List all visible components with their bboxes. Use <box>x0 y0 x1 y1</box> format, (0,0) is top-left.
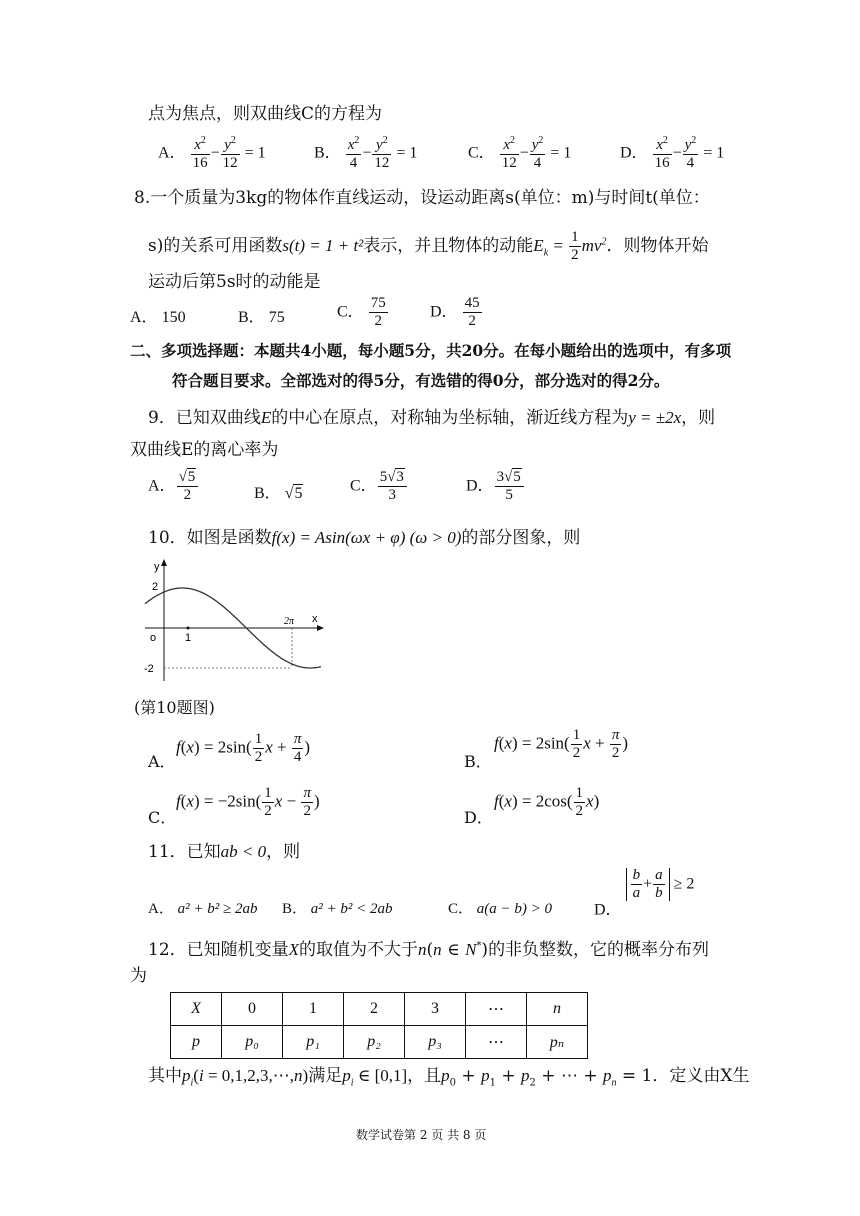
q10-option-b-label: B． <box>464 752 492 771</box>
q8-option-b: B． 75 <box>238 309 285 326</box>
table-cell: p <box>171 1026 222 1059</box>
table-cell: p₃ <box>405 1026 466 1059</box>
q10-line: 10．如图是函数f(x) = Asin(ωx + φ) (ω > 0)的部分图象，则 <box>148 528 581 548</box>
q8-option-a: A． 150 <box>130 309 186 326</box>
q11-option-b: B． a² + b² < 2ab <box>282 901 393 917</box>
table-cell: ⋯ <box>466 993 527 1026</box>
q8-option-d: D． $\frac{45}{2}$ <box>430 295 480 329</box>
q9-option-c: C． $\frac{5√3}{3}$ <box>350 470 408 503</box>
q10-option-c: f(x) = −2sin( $\frac{1}{2}$ x − $\frac{\pi}{2}$ ) <box>176 785 320 819</box>
q11-option-d: D． $\frac{b}{a}$ + $\frac{a}{b}$ ≥ 2 <box>594 867 695 919</box>
intro-line: 点为焦点，则双曲线C的方程为 <box>148 104 383 124</box>
table-cell: 2 <box>344 993 405 1026</box>
q9-option-a: A． $\frac{√5}{2}$ <box>148 470 199 503</box>
q8-line1: 8.一个质量为3kg的物体作直线运动，设运动距离s(单位：m)与时间t(单位： <box>134 188 710 208</box>
table-cell: 0 <box>222 993 283 1026</box>
distribution-table <box>170 992 588 1059</box>
q8-line3: 运动后第5s时的动能是 <box>148 272 321 292</box>
section2-heading-line1: 二、多项选择题：本题共4小题，每小题5分，共20分。在每小题给出的选项中，有多项 <box>130 341 732 360</box>
table-cell: p₀ <box>222 1026 283 1059</box>
q9-line2: 双曲线E的离心率为 <box>130 440 279 460</box>
q10-option-d-label: D． <box>464 808 493 827</box>
graph-tick-two-pi: 2π <box>284 616 295 627</box>
q10-option-c-label: C． <box>148 808 177 827</box>
q10-caption: (第10题图) <box>134 698 215 717</box>
table-cell: 3 <box>405 993 466 1026</box>
graph-tick-neg-two: -2 <box>144 663 154 675</box>
q12-line2: 为 <box>130 966 147 986</box>
q10-sine-graph <box>140 556 330 686</box>
table-cell: ⋯ <box>466 1026 527 1059</box>
point-one <box>187 627 190 630</box>
page-footer: 数学试卷第 2 页 共 8 页 <box>356 1128 487 1142</box>
graph-tick-two: 2 <box>152 581 159 593</box>
q11-option-c: C． a(a − b) > 0 <box>448 901 552 917</box>
graph-tick-one: 1 <box>185 632 192 644</box>
graph-y-label: y <box>154 561 160 573</box>
q10-option-a-label: A． <box>148 752 176 771</box>
table-cell: p₁ <box>283 1026 344 1059</box>
table-cell: n <box>527 993 588 1026</box>
table-row <box>171 1026 588 1059</box>
q10-option-b: f(x) = 2sin( $\frac{1}{2}$ x + $\frac{\pi}{2}$ ) <box>494 727 629 761</box>
graph-x-label: x <box>312 613 318 625</box>
table-cell: pₙ <box>527 1026 588 1059</box>
q9-line1: 9．已知双曲线E的中心在原点，对称轴为坐标轴，渐近线方程为y = ±2x，则 <box>148 408 716 428</box>
table-cell: p₂ <box>344 1026 405 1059</box>
x-axis-arrow <box>317 625 324 631</box>
q8-option-c: C． $\frac{75}{2}$ <box>337 295 386 329</box>
table-cell: 1 <box>283 993 344 1026</box>
q9-option-d: D． $\frac{3√5}{5}$ <box>466 470 525 503</box>
q9-option-b: B． √5 <box>254 485 303 502</box>
q7-option-d: D． $\frac{x^2}{16}$ − $\frac{y^2}{4}$ = 1 <box>620 135 725 171</box>
q7-option-a: A． $\frac{x^2}{16}$ − $\frac{y^2}{12}$ = 1 <box>158 135 266 171</box>
q7-option-b: B． $\frac{x^2}{4}$ − $\frac{y^2}{12}$ = 1 <box>314 135 418 171</box>
y-axis-arrow <box>161 559 167 566</box>
q8-line2: s)的关系可用函数s(t) = 1 + t²表示，并且物体的动能$E_k$ = $\frac{1}{2}$ $mv^2$．则物体开始 <box>148 229 709 263</box>
q12-line3: 其中$p_i(i$ = 0,1,2,3,⋯,n)满足$p_i$ ∈ [0,1]，且$p_0 + p_1 + p_2$ + ⋯ + $p_n = 1$．定义由X生 <box>148 1066 750 1089</box>
q10-option-d: f(x) = 2cos( $\frac{1}{2}$ x) <box>494 785 600 819</box>
q11-line: 11．已知ab < 0，则 <box>148 842 301 862</box>
section2-heading-line2: 符合题目要求。全部选对的得5分，有选错的得0分，部分选对的得2分。 <box>172 371 670 390</box>
q12-line1: 12．已知随机变量X的取值为不大于n(n ∈ N*)的非负整数，它的概率分布列 <box>148 940 710 960</box>
table-cell: X <box>171 993 222 1026</box>
q11-option-a: A． a² + b² ≥ 2ab <box>148 901 258 917</box>
table-row <box>171 993 588 1026</box>
q7-option-c: C． $\frac{x^2}{12}$ − $\frac{y^2}{4}$ = 1 <box>468 135 572 171</box>
q10-option-a: f(x) = 2sin( $\frac{1}{2}$ x + $\frac{\pi}{4}$ ) <box>176 731 311 765</box>
graph-origin-label: o <box>150 632 157 644</box>
